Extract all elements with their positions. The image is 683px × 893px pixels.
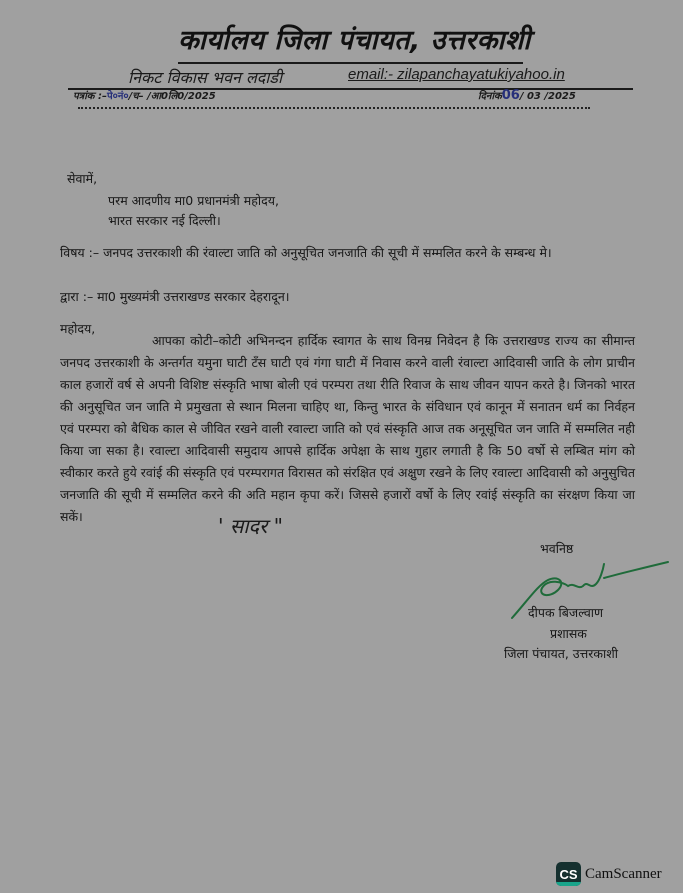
office-address: निकट विकास भवन लदाडी [128,68,283,87]
body-paragraph: आपका कोटी–कोटी अभिनन्दन हार्दिक स्वागत के साथ विनम्र निवेदन है कि उत्तराखण्ड राज्य का सीमान्त जनपद उत्तरकाशी के अन्तर्गत यमुना घाटी टँस घाटी एवं गंगा घाटी में निवास करने वाली रंवाल्टा आदिवासी जाति के लोग प्राचीन काल हजारों वर्ष से अपनी विशिष्ट संस्कृति भाषा बोली एवं परम्परा तथा रीति रिवाज के साथ जीवन यापन करते है। जिनको भारत की अनुसूचित जन जाति मे प्रमुखता से स्थान मिलना चाहिए था, किन्तु भारत के संविधान एवं कानून में सनातन धर्म का निर्वहन एवं परम्परा को बैधिक काल से जीवित रखने वाली रवाल्टा जाति को एवं संस्कृति आज तक अनूसूचित जन जाति में सम्मलित नही किया जा सका है। रवाल्टा आदिवासी समुदाय आपसे हार्दिक अपेक्षा के साथ गुहार लगाती है कि 50 वर्षो से लम्बित मांग को स्वीकार करते हुये रवांई की संस्कृति एवं परम्परागत विरासत को संरक्षित एवं अक्षुण रखने के लिए रवाल्टा आदिवासी को अनुसुचित जनजाति की सूची में सम्मलित करने की अति महान कृपा करें। जिससे हजारों वर्षो के लिए रवांई संस्कृति का संरक्षण किया जा सकें। [60,333,635,524]
signatory-name: दीपक बिजल्वाण [528,605,604,620]
title-underline [178,62,523,64]
date-suffix: / 03 /2025 [519,91,576,102]
through-line: द्वारा :– मा0 मुख्यमंत्री उत्तराखण्ड सरकार देहरादून। [60,289,290,304]
date-handwritten: 06 [501,88,520,103]
ref-handwritten: पे०नं० [106,91,129,102]
signatory-office: जिला पंचायत, उत्तरकाशी [504,646,618,661]
dotted-divider [78,107,590,109]
signatory-designation: प्रशासक [550,626,587,641]
salutation-to: सेवामें, [67,171,98,186]
letter-body [60,330,635,528]
camscanner-watermark [556,862,662,886]
valediction: भवनिष्ठ [540,541,574,556]
ref-suffix: /च– /आ0लि0/2025 [128,91,216,102]
letterhead-title: कार्यालय जिला पंचायत, उत्तरकाशी [178,25,531,56]
letter-date [478,88,576,103]
camscanner-logo-icon: CS [556,862,581,886]
ref-label: पत्रांक :– [73,91,107,102]
handwritten-note: ' सादर " [218,514,283,538]
reference-number [73,88,216,102]
addressee-line-2: भारत सरकार नई दिल्ली। [108,213,221,228]
subject-line: विषय :– जनपद उत्तरकाशी की रंवाल्टा जाति को अनुसूचित जनजाति की सूची में सम्मलित करने के सम्बन्ध मे। [60,245,552,260]
addressee-line-1: परम आदणीय मा0 प्रधानमंत्री महोदय, [108,193,279,208]
greeting: महोदय, [60,321,96,336]
office-email: email:- zilapanchayatukiyahoo.in [348,66,565,83]
camscanner-label: CamScanner [585,865,662,882]
date-label: दिनांक [478,91,502,102]
